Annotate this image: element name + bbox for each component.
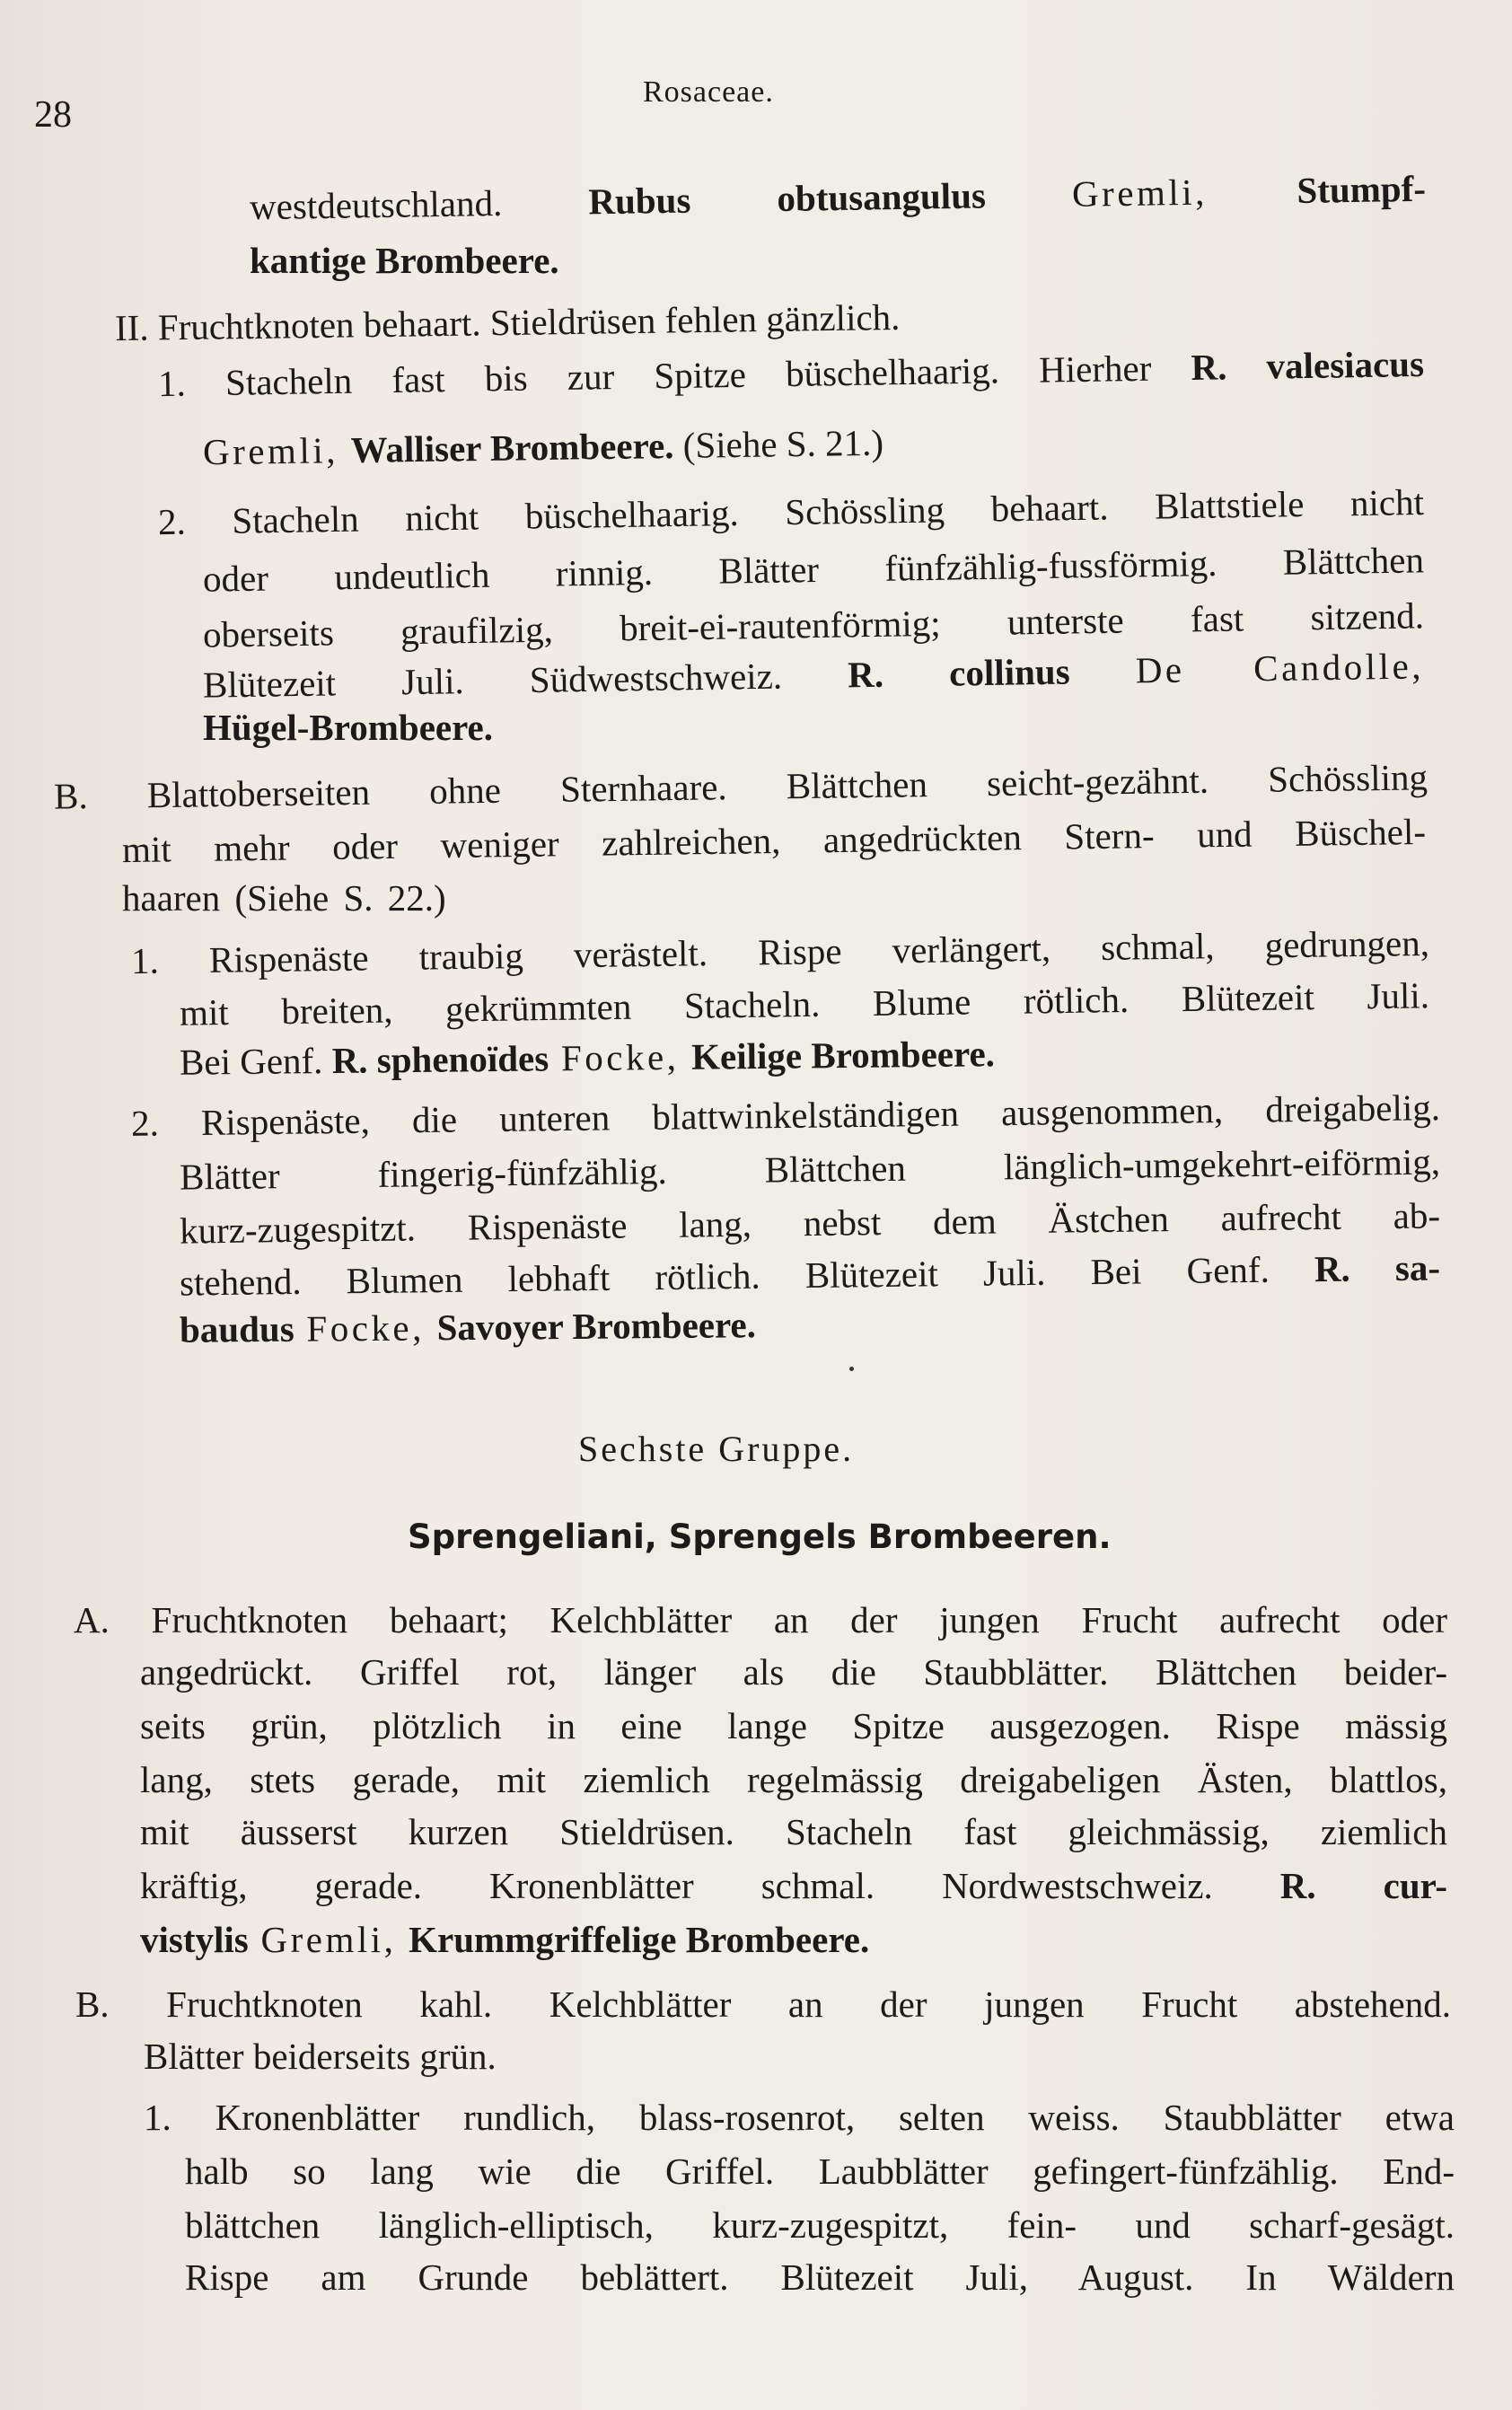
text-line	[250, 167, 1427, 229]
text-line: B. Fruchtknoten kahl. Kelchblätter an der jungen Frucht abstehend.	[75, 1983, 1451, 2025]
species-name: vistylis	[140, 1919, 249, 1960]
common-name: Stumpf-	[1297, 167, 1427, 211]
author-name: Focke,	[548, 1035, 692, 1079]
text-line: Blätter beiderseits grün.	[144, 2036, 497, 2077]
text-line: 2. Stacheln nicht büschelhaarig. Schössling behaart. Blattstiele nicht	[157, 480, 1425, 543]
text-span: Bei Genf.	[179, 1039, 332, 1083]
text-line	[203, 644, 1425, 706]
species-name: baudus	[179, 1307, 294, 1350]
species-name: R. sa-	[1314, 1246, 1441, 1290]
text-line: seits grün, plötzlich in eine lange Spitze ausgezogen. Rispe mässig	[140, 1705, 1447, 1746]
text-line	[180, 1303, 756, 1351]
author-name: Focke,	[294, 1306, 437, 1350]
text-line	[203, 421, 884, 474]
text-line: mit äusserst kurzen Stieldrüsen. Stacheln fast gleichmässig, ziemlich	[140, 1811, 1447, 1852]
text-line: oder undeutlich rinnig. Blätter fünfzählig-fussförmig. Blättchen	[202, 539, 1425, 600]
species-name: Rubus obtusangulus	[588, 174, 987, 223]
text-line: halb so lang wie die Griffel. Laubblätter gefingert-fünfzählig. End-	[185, 2151, 1455, 2192]
running-head: Rosaceae.	[643, 75, 774, 109]
text-line	[140, 1864, 1447, 1907]
text-span: kräftig, gerade. Kronenblätter schmal. Nordwestschweiz.	[140, 1865, 1280, 1906]
common-name: Krummgriffelige Brombeere.	[409, 1919, 870, 1960]
author-name: Gremli,	[202, 428, 351, 473]
species-name: R. collinus	[847, 650, 1070, 696]
text-line: blättchen länglich-elliptisch, kurz-zugespitzt, fein- und scharf-gesägt.	[185, 2204, 1455, 2246]
cross-reference: (Siehe S. 21.)	[673, 421, 884, 466]
species-name: R. sphenoïdes	[331, 1037, 549, 1081]
text-line: 1. Kronenblätter rundlich, blass-rosenrot, selten weiss. Staubblätter etwa	[144, 2097, 1455, 2138]
text-span: westdeutschland.	[249, 180, 589, 228]
section-heading: Sprengeliani, Sprengels Brombeeren.	[408, 1517, 1112, 1556]
text-line: kurz-zugespitzt. Rispenäste lang, nebst dem Ästchen aufrecht ab-	[179, 1194, 1441, 1252]
text-span: 1. Stacheln fast bis zur Spitze büschelhaarig. Hierher	[157, 347, 1191, 405]
text-line: mit breiten, gekrümmten Stacheln. Blume rötlich. Blütezeit Juli.	[179, 974, 1430, 1033]
text-line: Rispe am Grunde beblättert. Blütezeit Juli, August. In Wäldern	[185, 2256, 1455, 2298]
text-line	[140, 1918, 869, 1961]
author-name: De Candolle,	[1135, 645, 1425, 691]
common-name: Walliser Brombeere.	[350, 424, 674, 471]
text-line: lang, stets gerade, mit ziemlich regelmässig dreigabeligen Ästen, blattlos,	[140, 1759, 1447, 1800]
text-line: mit mehr oder weniger zahlreichen, angedrückten Stern- und Büschel-	[121, 810, 1427, 871]
text-line: Blätter fingerig-fünfzählig. Blättchen länglich-umgekehrt-eiförmig,	[179, 1140, 1441, 1198]
species-name: R. cur-	[1279, 1865, 1447, 1906]
species-name: R. valesiacus	[1191, 342, 1425, 388]
text-line: 2. Rispenäste, die unteren blattwinkelständigen ausgenommen, dreigabelig.	[130, 1086, 1441, 1144]
text-line: 1. Rispenäste traubig verästelt. Rispe verlängert, schmal, gedrungen,	[130, 921, 1430, 982]
common-name: Savoyer Brombeere.	[436, 1304, 757, 1349]
text-span: stehend. Blumen lebhaft rötlich. Blütezeit Juli. Bei Genf.	[179, 1248, 1315, 1304]
common-name: Hügel-Brombeere.	[203, 707, 493, 748]
text-line: II. Fruchtknoten behaart. Stieldrüsen fehlen gänzlich.	[114, 295, 901, 349]
text-line: haaren (Siehe S. 22.)	[122, 877, 446, 919]
author-name: Gremli,	[1071, 169, 1297, 215]
page-number: 28	[34, 94, 72, 136]
text-line: oberseits graufilzig, breit-ei-rautenförmig; unterste fast sitzend.	[202, 594, 1425, 655]
common-name: Keilige Brombeere.	[690, 1033, 996, 1077]
text-line	[158, 342, 1425, 405]
text-line: A. Fruchtknoten behaart; Kelchblätter an der jungen Frucht aufrecht oder	[74, 1599, 1447, 1640]
ink-speck	[849, 1367, 854, 1371]
author-name: Gremli,	[248, 1919, 409, 1960]
text-line: angedrückt. Griffel rot, länger als die Staubblätter. Blättchen beider-	[140, 1651, 1447, 1693]
group-title: Sechste Gruppe.	[578, 1429, 855, 1469]
text-span: Blütezeit Juli. Südwestschweiz.	[202, 654, 848, 706]
text-line: B. Blattoberseiten ohne Sternhaare. Blättchen seicht-gezähnt. Schössling	[53, 756, 1428, 817]
common-name: kantige Brombeere.	[250, 240, 559, 281]
text-line	[180, 1245, 1440, 1304]
text-line	[180, 1032, 995, 1084]
